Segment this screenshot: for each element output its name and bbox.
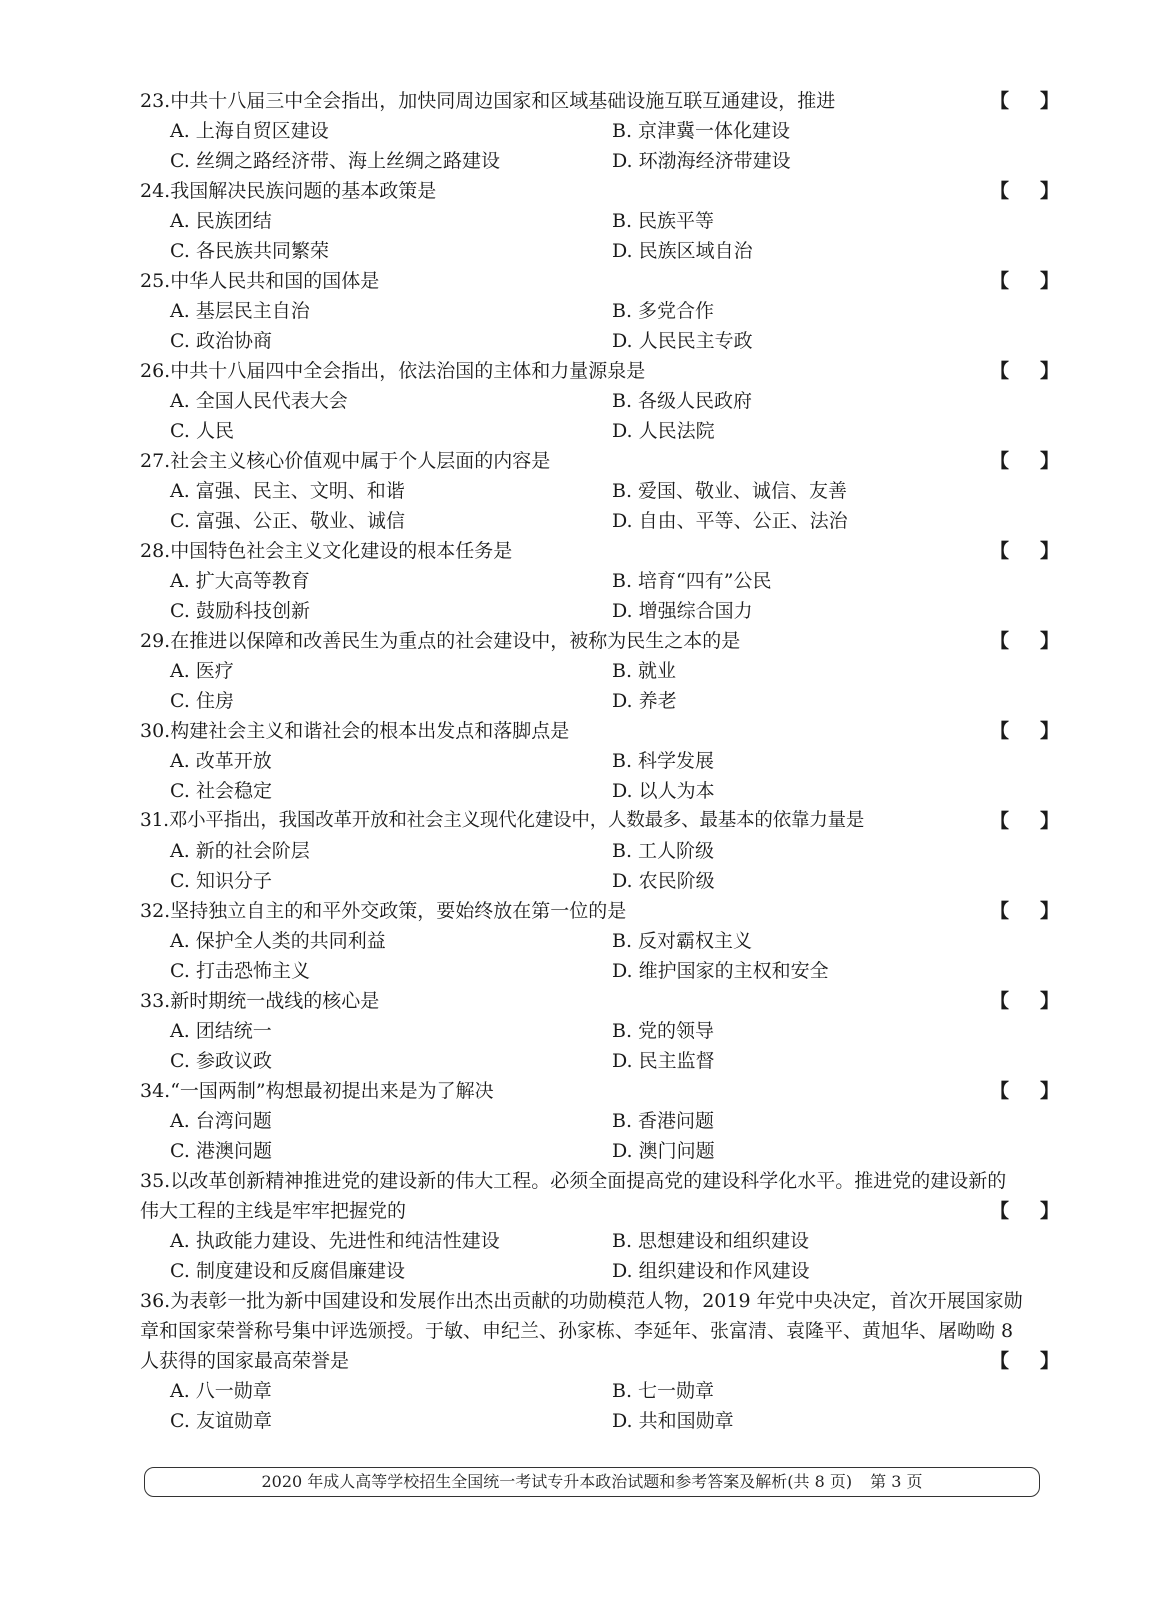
option-a: A. 新的社会阶层 <box>170 840 310 862</box>
option-c: C. 富强、公正、敬业、诚信 <box>170 510 405 532</box>
option-a: A. 全国人民代表大会 <box>170 390 348 412</box>
option-a: A. 医疗 <box>170 660 234 682</box>
option-d: D. 以人为本 <box>612 780 715 802</box>
option-a: A. 改革开放 <box>170 750 272 772</box>
question-24: 24.我国解决民族问题的基本政策是 <box>140 180 437 202</box>
option-a: A. 保护全人类的共同利益 <box>170 930 386 952</box>
question-26: 26.中共十八届四中全会指出，依法治国的主体和力量源泉是 <box>140 360 646 382</box>
option-d: D. 组织建设和作风建设 <box>612 1260 810 1282</box>
exam-page: 23.中共十八届三中全会指出，加快同周边国家和区域基础设施互联互通建设，推进 【 】 A. 上海自贸区建设 B. 京津冀一体化建设 C. 丝绸之路经济带、海上丝绸之路建设 D. 环渤海经济带建设 24.我国解决民族问题的基本政策是 【 】 A. 民族团结 B. 民族平等 C. 各民族共同繁荣 D. 民族区域自治 25.中华人民共和国的国体是 【 】 A. 基层民主自治 B. 多党合作 C. 政治协商 D. 人民民主专政 26.中共十八届四中全会指出，依法治国的主体和力量源泉是 【 】 A. 全国人民代表大会 B. 各级人民政府 C. 人民 D. 人民法院 27.社会主义核心价值观中属于个人层面的内容是 【 】 A. 富强、民主、文明、和谐 B. 爱国、敬业、诚信、友善 C. 富强、公正、敬业、诚信 D. 自由、平等、公正、法治 28.中国特色社会主义文化建设的根本任务是 【 】 A. 扩大高等教育 B. 培育“四有”公民 C. 鼓励科技创新 D. 增强综合国力 29.在推进以保障和改善民生为重点的社会建设中，被称为民生之本的是 【 】 A. 医疗 B. 就业 C. 住房 D. 养老 30.构建社会主义和谐社会的根本出发点和落脚点是 【 】 A. 改革开放 B. 科学发展 C. 社会稳定 D. 以人为本 31.邓小平指出，我国改革开放和社会主义现代化建设中，人数最多、最基本的依靠力量是 【 】 A. 新的社会阶层 B. 工人阶级 C. 知识分子 D. 农民阶级 32.坚持独立自主的和平外交政策，要始终放在第一位的是 【 】 A. 保护全人类的共同利益 B. 反对霸权主义 C. 打击恐怖主义 D. 维护国家的主权和安全 33.新时期统一战线的核心是 【 】 A. 团结统一 B. 党的领导 C. 参政议政 D. 民主监督 34.“一国两制”构想最初提出来是为了解决 【 】 A. 台湾问题 B. 香港问题 C. 港澳问题 D. 澳门问题 35.以改革创新精神推进党的建设新的伟大工程。必须全面提高党的建设科学化水平。推进党的建设新的伟大工程的主线是牢牢把握党的 【 】 A. 执政能力建设、先进性和纯洁性建设 B. 思想建设和组织建设 C. 制度建设和反腐倡廉建设 D. 组织建设和作风建设 36.为表彰一批为新中国建设和发展作出杰出贡献的功勋模范人物，2019 年党中央决定，首次开展国家勋章和国家荣誉称号集中评选颁授。于敏、申纪兰、孙家栋、李延年、张富清、袁隆平、黄旭华、屠呦呦 8 人获得的国家最高荣誉是 【 】 A. 八一勋章 B. 七一勋章 C. 友谊勋章 D. 共和国勋章 2020 年成人高等学校招生全国统一考试专升本政治试题和参考答案及解析(共 8 页) 第 3 页 <box>0 0 1163 1600</box>
option-c: C. 打击恐怖主义 <box>170 960 310 982</box>
option-d: D. 自由、平等、公正、法治 <box>612 510 848 532</box>
option-c: C. 人民 <box>170 420 234 442</box>
option-d: D. 民主监督 <box>612 1050 715 1072</box>
option-c: C. 住房 <box>170 690 234 712</box>
option-b: B. 爱国、敬业、诚信、友善 <box>612 480 848 502</box>
option-d: D. 澳门问题 <box>612 1140 715 1162</box>
option-b: B. 京津冀一体化建设 <box>612 120 791 142</box>
option-d: D. 养老 <box>612 690 677 712</box>
question-23: 23.中共十八届三中全会指出，加快同周边国家和区域基础设施互联互通建设，推进 <box>140 90 836 112</box>
question-30: 30.构建社会主义和谐社会的根本出发点和落脚点是 <box>140 720 570 742</box>
option-d: D. 共和国勋章 <box>612 1410 734 1432</box>
question-34: 34.“一国两制”构想最初提出来是为了解决 <box>140 1080 494 1102</box>
option-a: A. 基层民主自治 <box>170 300 310 322</box>
option-a: A. 台湾问题 <box>170 1110 272 1132</box>
option-c: C. 鼓励科技创新 <box>170 600 310 622</box>
option-c: C. 友谊勋章 <box>170 1410 272 1432</box>
option-d: D. 环渤海经济带建设 <box>612 150 791 172</box>
option-c: C. 丝绸之路经济带、海上丝绸之路建设 <box>170 150 500 172</box>
option-a: A. 执政能力建设、先进性和纯洁性建设 <box>170 1230 500 1252</box>
option-c: C. 港澳问题 <box>170 1140 272 1162</box>
footer-title: 2020 年成人高等学校招生全国统一考试专升本政治试题和参考答案及解析(共 8 页) <box>261 1472 853 1491</box>
option-b: B. 反对霸权主义 <box>612 930 753 952</box>
question-32: 32.坚持独立自主的和平外交政策，要始终放在第一位的是 <box>140 900 627 922</box>
question-36: 36.为表彰一批为新中国建设和发展作出杰出贡献的功勋模范人物，2019 年党中央决定，首次开展国家勋章和国家荣誉称号集中评选颁授。于敏、申纪兰、孙家栋、李延年、张富清、袁隆平、黄旭华、屠呦呦 8 人获得的国家最高荣誉是 <box>140 1290 1023 1372</box>
option-b: B. 就业 <box>612 660 677 682</box>
question-31: 31.邓小平指出，我国改革开放和社会主义现代化建设中，人数最多、最基本的依靠力量是 <box>140 810 865 831</box>
question-25: 25.中华人民共和国的国体是 <box>140 270 380 292</box>
page-number: 第 3 页 <box>870 1472 923 1491</box>
option-a: A. 团结统一 <box>170 1020 272 1042</box>
option-c: C. 制度建设和反腐倡廉建设 <box>170 1260 405 1282</box>
question-29: 29.在推进以保障和改善民生为重点的社会建设中，被称为民生之本的是 <box>140 630 741 652</box>
option-c: C. 社会稳定 <box>170 780 272 802</box>
question-35: 35.以改革创新精神推进党的建设新的伟大工程。必须全面提高党的建设科学化水平。推进党的建设新的伟大工程的主线是牢牢把握党的 <box>140 1170 1007 1222</box>
option-b: B. 工人阶级 <box>612 840 715 862</box>
option-b: B. 党的领导 <box>612 1020 715 1042</box>
option-b: B. 思想建设和组织建设 <box>612 1230 810 1252</box>
option-a: A. 民族团结 <box>170 210 272 232</box>
option-b: B. 培育“四有”公民 <box>612 570 772 592</box>
question-27: 27.社会主义核心价值观中属于个人层面的内容是 <box>140 450 551 472</box>
option-d: D. 人民法院 <box>612 420 715 442</box>
option-d: D. 民族区域自治 <box>612 240 753 262</box>
option-b: B. 多党合作 <box>612 300 715 322</box>
option-b: B. 香港问题 <box>612 1110 715 1132</box>
option-c: C. 各民族共同繁荣 <box>170 240 329 262</box>
option-d: D. 维护国家的主权和安全 <box>612 960 829 982</box>
option-b: B. 科学发展 <box>612 750 715 772</box>
option-c: C. 政治协商 <box>170 330 272 352</box>
page-footer <box>144 1467 1040 1497</box>
option-d: D. 人民民主专政 <box>612 330 753 352</box>
option-a: A. 扩大高等教育 <box>170 570 310 592</box>
option-c: C. 知识分子 <box>170 870 272 892</box>
option-c: C. 参政议政 <box>170 1050 272 1072</box>
option-d: D. 增强综合国力 <box>612 600 753 622</box>
option-b: B. 七一勋章 <box>612 1380 715 1402</box>
option-a: A. 上海自贸区建设 <box>170 120 329 142</box>
option-a: A. 富强、民主、文明、和谐 <box>170 480 405 502</box>
question-33: 33.新时期统一战线的核心是 <box>140 990 380 1012</box>
option-b: B. 各级人民政府 <box>612 390 753 412</box>
option-a: A. 八一勋章 <box>170 1380 272 1402</box>
option-b: B. 民族平等 <box>612 210 715 232</box>
question-28: 28.中国特色社会主义文化建设的根本任务是 <box>140 540 513 562</box>
option-d: D. 农民阶级 <box>612 870 715 892</box>
